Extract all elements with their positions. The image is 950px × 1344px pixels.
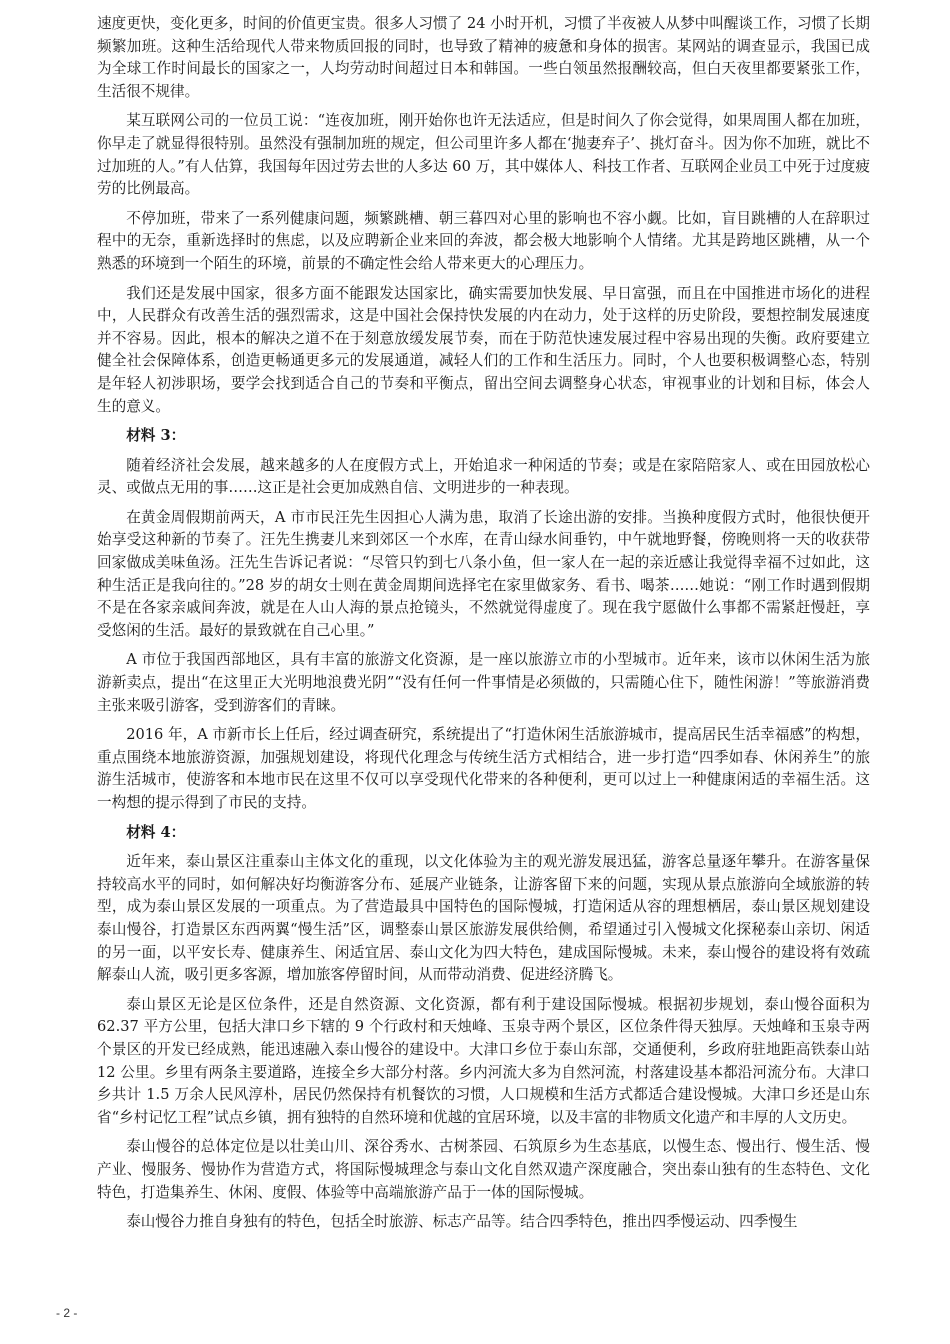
page-number: - 2 - — [56, 1306, 78, 1320]
section-heading-material-4: 材料 4： — [126, 823, 186, 841]
paragraph: 近年来，泰山景区注重泰山主体文化的重现，以文化体验为主的观光游发展迅猛，游客总量逐年攀升。在游客量保持较高水平的同时，如何解决好均衡游客分布、延展产业链条，让游客留下来的问题，实现从景点旅游向全域旅游的转型，成为泰山景区发展的一项重点。为了营造最具中国特色的国际慢城，打造闲适从容的理想栖居，泰山景区规划建设泰山慢谷，打造景区东西两翼“慢生活”区，调整泰山景区旅游发展供给侧，希望通过引入慢城文化探秘泰山亲切、闲适的另一面，以平安长寿、健康养生、闲适宜居、泰山文化为四大特色，建成国际慢城。未来，泰山慢谷的建设将有效疏解泰山人流，吸引更多客源，增加旅客停留时间，从而带动消费、促进经济腾飞。 — [97, 853, 870, 984]
paragraph: 泰山慢谷力推自身独有的特色，包括全时旅游、标志产品等。结合四季特色，推出四季慢运动、四季慢生 — [126, 1213, 798, 1231]
paragraph: 我们还是发展中国家，很多方面不能跟发达国家比，确实需要加快发展、早日富强，而且在中国推进市场化的进程中，人民群众有改善生活的强烈需求，这是中国社会保持快发展的内在动力，处于这样的历史阶段，要想控制发展速度并不容易。因此，根本的解决之道不在于刻意放缓发展节奏，而在于防范快速发展过程中容易出现的失衡。政府要建立健全社会保障体系，创造更畅通更多元的发展通道，减轻人们的工作和生活压力。同时，个人也要积极调整心态，特别是年轻人初涉职场，要学会找到适合自己的节奏和平衡点，留出空间去调整身心状态，审视事业的计划和目标，体会人生的意义。 — [97, 284, 870, 415]
paragraph: 速度更快，变化更多，时间的价值更宝贵。很多人习惯了 24 小时开机，习惯了半夜被人从梦中叫醒谈工作，习惯了长期频繁加班。这种生活给现代人带来物质回报的同时，也导致了精神的疲惫和身体的损害。某网站的调查显示，我国已成为全球工作时间最长的国家之一，人均劳动时间超过日本和韩国。一些白领虽然报酬较高，但白天夜里都要紧张工作，生活很不规律。 — [97, 15, 870, 100]
paragraph: 某互联网公司的一位员工说：“连夜加班，刚开始你也许无法适应，但是时间久了你会觉得，如果周围人都在加班，你早走了就显得很特别。虽然没有强制加班的规定，但公司里许多人都在‘抛妻弃子’、挑灯奋斗。因为你不加班，就比不过加班的人。”有人估算，我国每年因过劳去世的人多达 60 万，其中媒体人、科技工作者、互联网企业员工中死于过度疲劳的比例最高。 — [97, 112, 870, 198]
paragraph: 泰山景区无论是区位条件，还是自然资源、文化资源，都有利于建设国际慢城。根据初步规划，泰山慢谷面积为 62.37 平方公里，包括大津口乡下辖的 9 个行政村和天烛峰、玉泉寺两个景区，区位条件得天独厚。天烛峰和玉泉寺两个景区的开发已经成熟，能迅速融入泰山慢谷的建设中。大津口乡位于泰山东部，交通便利，乡政府驻地距高铁泰山站 12 公里。乡里有两条主要道路，连接全乡大部分村落。乡内河流大多为自然河流，村落建设基本都沿河流分布。大津口乡共计 1.5 万余人民风淳朴，居民仍然保持有机餐饮的习惯，人口规模和生活方式都适合建设慢城。大津口乡还是山东省“乡村记忆工程”试点乡镇，拥有独特的自然环境和优越的宜居环境，以及丰富的非物质文化遗产和丰厚的人文历史。 — [97, 995, 870, 1126]
paragraph: A 市位于我国西部地区，具有丰富的旅游文化资源，是一座以旅游立市的小型城市。近年来，该市以休闲生活为旅游新卖点，提出“在这里正大光明地浪费光阴”“没有任何一件事情是必须做的，只需随心住下，随性闲游！”等旅游消费主张来吸引游客，受到游客们的青睐。 — [97, 651, 870, 714]
paragraph: 泰山慢谷的总体定位是以壮美山川、深谷秀水、古树茶园、石筑原乡为生态基底，以慢生态、慢出行、慢生活、慢产业、慢服务、慢协作为营造方式，将国际慢城理念与泰山文化自然双遗产深度融合，突出泰山独有的生态特色、文化特色，打造集养生、休闲、度假、体验等中高端旅游产品于一体的国际慢城。 — [97, 1138, 870, 1201]
section-heading-material-3: 材料 3： — [126, 427, 186, 445]
paragraph: 不停加班，带来了一系列健康问题，频繁跳槽、朝三暮四对心里的影响也不容小觑。比如，盲目跳槽的人在辞职过程中的无奈，重新选择时的焦虑，以及应聘新企业来回的奔波，都会极大地影响个人情绪。尤其是跨地区跳槽，从一个熟悉的环境到一个陌生的环境，前景的不确定性会给人带来更大的心理压力。 — [97, 209, 870, 272]
paragraph: 在黄金周假期前两天，A 市市民汪先生因担心人满为患，取消了长途出游的安排。当换种度假方式时，他很快便开始享受这种新的节奏了。汪先生携妻儿来到郊区一个水库，在青山绿水间垂钓，中午就地野餐，傍晚则将一天的收获带回家做成美味鱼汤。汪先生告诉记者说：“尽管只钓到七八条小鱼，但一家人在一起的亲近感让我觉得幸福不过如此，这种生活正是我向往的。”28 岁的胡女士则在黄金周期间选择宅在家里做家务、看书、喝茶……她说：“刚工作时遇到假期不是在各家亲戚间奔波，就是在人山人海的景点抢镜头，不然就觉得虚度了。现在我宁愿做什么事都不需紧赶慢赶，享受悠闲的生活。最好的景致就在自己心里。” — [97, 508, 870, 639]
paragraph: 2016 年，A 市新市长上任后，经过调查研究，系统提出了“打造休闲生活旅游城市，提高居民生活幸福感”的构想，重点围绕本地旅游资源，加强规划建设，将现代化理念与传统生活方式相结合，进一步打造“四季如春、休闲养生”的旅游生活城市，使游客和本地市民在这里不仅可以享受现代化带来的各种便利，更可以过上一种健康闲适的幸福生活。这一构想的提示得到了市民的支持。 — [97, 726, 870, 811]
paragraph: 随着经济社会发展，越来越多的人在度假方式上，开始追求一种闲适的节奏；或是在家陪陪家人、或在田园放松心灵、或做点无用的事……这正是社会更加成熟自信、文明进步的一种表现。 — [97, 456, 870, 497]
